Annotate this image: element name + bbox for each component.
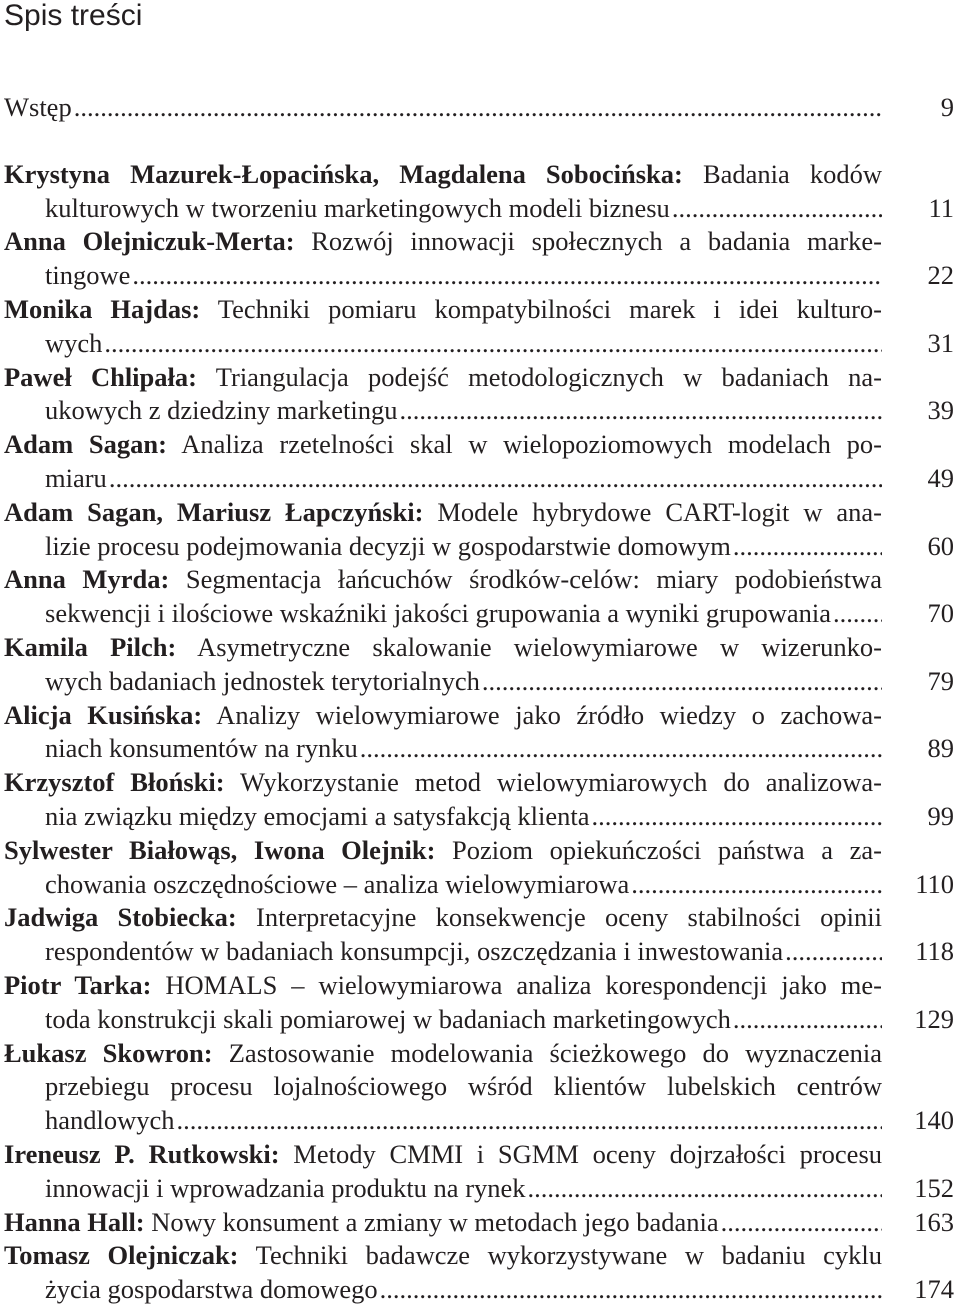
toc-entry-title-fragment: sekwencji i ilościowe wskaźniki jakości grupowania a wyniki grupowania bbox=[45, 598, 831, 629]
toc-entry-line-content bbox=[4, 835, 882, 865]
toc-entry-title-fragment: tingowe bbox=[45, 260, 131, 291]
toc-leader-dots bbox=[833, 597, 882, 631]
toc-leader-dots bbox=[177, 1104, 882, 1138]
toc-entry-title-fragment: HOMALS – wielowymiarowa analiza korespondencji jako me- bbox=[165, 969, 882, 1000]
toc-leader-dots bbox=[631, 868, 882, 902]
toc-entry-last-line bbox=[4, 530, 882, 564]
toc-entry[interactable] bbox=[4, 496, 956, 564]
toc-entry-author: Paweł Chlipała: bbox=[4, 361, 197, 392]
toc-entry-line-content bbox=[45, 597, 831, 631]
toc-entry-title-fragment: Triangulacja podejść metodologicznych w badaniach na- bbox=[215, 361, 882, 392]
toc-entry-text bbox=[4, 1206, 882, 1240]
toc-entry-line-content bbox=[4, 632, 882, 662]
toc-entry-line-content bbox=[4, 767, 882, 797]
toc-entry-author: Anna Myrda: bbox=[4, 564, 170, 595]
toc-entry-line-content bbox=[4, 497, 882, 527]
toc-entry-text bbox=[4, 1239, 882, 1307]
toc-entry-line-content bbox=[4, 91, 72, 125]
toc-entry-line bbox=[4, 563, 882, 597]
toc-entry-author: Ireneusz P. Rutkowski: bbox=[4, 1138, 280, 1169]
toc-entry-title-fragment: Zastosowanie modelowania ścieżkowego do wyznaczenia bbox=[228, 1037, 883, 1068]
toc-entry-line-content bbox=[45, 394, 397, 428]
toc-entry-text bbox=[4, 1138, 882, 1206]
toc-leader-dots bbox=[132, 259, 882, 293]
toc-entry-line-content bbox=[4, 1139, 882, 1169]
toc-leader-dots bbox=[592, 800, 883, 834]
toc-entry-text bbox=[4, 766, 882, 834]
toc-entry-last-line bbox=[4, 868, 882, 902]
toc-entry[interactable] bbox=[4, 1138, 956, 1206]
toc-entry-title-fragment: Techniki pomiaru kompatybilności marek i idei kulturo- bbox=[217, 293, 882, 324]
toc-entry-line bbox=[4, 766, 882, 800]
toc-entry-title-fragment: respondentów w badaniach konsumpcji, oszczędzania i inwestowania bbox=[45, 936, 784, 967]
toc-entry-line bbox=[4, 699, 882, 733]
toc-entry[interactable] bbox=[4, 361, 956, 429]
toc-leader-dots bbox=[733, 530, 882, 564]
toc-entry-line-content bbox=[45, 259, 130, 293]
toc-entry-last-line bbox=[4, 327, 882, 361]
toc-entry-title-fragment: Modele hybrydowe CART-logit w ana- bbox=[437, 496, 882, 527]
toc-page-number: 49 bbox=[927, 462, 954, 493]
toc-entry-line bbox=[4, 1037, 882, 1071]
toc-entry-title-fragment: ukowych z dziedziny marketingu bbox=[45, 395, 398, 426]
toc-entry-author: Tomasz Olejniczak: bbox=[4, 1240, 239, 1271]
toc-entry-last-line bbox=[4, 1104, 882, 1138]
toc-leader-dots bbox=[74, 91, 882, 125]
toc-page-number: 174 bbox=[914, 1274, 954, 1305]
toc-entry-line-content bbox=[4, 362, 882, 392]
toc-entry[interactable] bbox=[4, 766, 956, 834]
toc-entry-text bbox=[4, 969, 882, 1037]
toc-page-number: 9 bbox=[940, 92, 954, 122]
toc-entry[interactable] bbox=[4, 969, 956, 1037]
toc-entry-title-fragment: Wstęp bbox=[4, 92, 72, 122]
toc-entry[interactable] bbox=[4, 699, 956, 767]
toc-entry-title-fragment: Wykorzystanie metod wielowymiarowych do analizowa- bbox=[240, 767, 882, 798]
toc-entry-last-line bbox=[4, 800, 882, 834]
toc-entry-text bbox=[4, 1037, 882, 1138]
toc-entry[interactable] bbox=[4, 834, 956, 902]
toc-entry[interactable] bbox=[4, 1239, 956, 1307]
toc-entry-title-fragment: Interpretacyjne konsekwencje oceny stabilności opinii bbox=[256, 902, 882, 933]
toc-entry-line-content bbox=[4, 1206, 719, 1240]
toc-entry-line-content bbox=[45, 1172, 526, 1206]
toc-entry-line-content bbox=[45, 327, 102, 361]
toc-entry-text bbox=[4, 834, 882, 902]
toc-entry-author: Łukasz Skowron: bbox=[4, 1037, 213, 1068]
toc-entry-line-content bbox=[45, 1003, 731, 1037]
toc-entry-title-fragment: Asymetryczne skalowanie wielowymiarowe w wizerunko- bbox=[197, 631, 882, 662]
toc-entry-line bbox=[4, 631, 882, 665]
toc-entry-author: Piotr Tarka: bbox=[4, 969, 152, 1000]
toc-entry-author: Adam Sagan, Mariusz Łapczyński: bbox=[4, 496, 424, 527]
toc-entry-title-fragment: niach konsumentów na rynku bbox=[45, 733, 358, 764]
toc-entry-line-content bbox=[4, 159, 882, 189]
toc-entry-text bbox=[4, 563, 882, 631]
toc-entry-line bbox=[4, 428, 882, 462]
toc-entry-title-fragment: kulturowych w tworzeniu marketingowych modeli biznesu bbox=[45, 192, 670, 223]
toc-entry-line bbox=[4, 1138, 882, 1172]
toc-entry-title-fragment: Segmentacja łańcuchów środków-celów: miary podobieństwa bbox=[185, 564, 882, 595]
toc-page-number: 99 bbox=[927, 800, 954, 831]
toc-leader-dots bbox=[672, 192, 882, 226]
toc-entry[interactable] bbox=[4, 563, 956, 631]
toc-entry-title-fragment: wych bbox=[45, 327, 103, 358]
toc-entry-line-content bbox=[45, 800, 590, 834]
toc-entry-last-line bbox=[4, 935, 882, 969]
toc-page-number: 22 bbox=[927, 260, 954, 291]
toc-entry-author: Sylwester Białowąs, Iwona Olejnik: bbox=[4, 834, 436, 865]
toc-entry-last-line bbox=[4, 1003, 882, 1037]
toc-entry-line-content bbox=[45, 665, 480, 699]
toc-entry-title-fragment: toda konstrukcji skali pomiarowej w badaniach marketingowych bbox=[45, 1003, 731, 1034]
toc-entry-title-fragment: Analiza rzetelności skal w wielopoziomowych modelach po- bbox=[181, 429, 882, 460]
toc-entry-text bbox=[4, 91, 882, 125]
toc-page-number: 60 bbox=[927, 530, 954, 561]
toc-entry-text bbox=[4, 428, 882, 496]
toc-entry-line-content bbox=[4, 564, 882, 594]
toc-entry-last-line bbox=[4, 91, 882, 125]
toc-entry-text bbox=[4, 158, 882, 226]
toc-entry[interactable] bbox=[4, 428, 956, 496]
toc-entry-line-content bbox=[4, 429, 882, 459]
toc-entry-text bbox=[4, 631, 882, 699]
toc-entry[interactable] bbox=[4, 901, 956, 969]
toc-entry[interactable] bbox=[4, 631, 956, 699]
toc-entry-last-line bbox=[4, 597, 882, 631]
toc-entry-line-content bbox=[4, 1240, 882, 1270]
toc-entry-line-content bbox=[45, 1273, 378, 1307]
toc-page-number: 39 bbox=[927, 395, 954, 426]
toc-entry-line-content bbox=[45, 192, 670, 226]
toc-leader-dots bbox=[109, 462, 882, 496]
toc-entry-text bbox=[4, 361, 882, 429]
toc-entry-title-fragment: Rozwój innowacji społecznych a badania marke- bbox=[311, 226, 882, 257]
toc-page-number: 152 bbox=[914, 1172, 954, 1203]
toc-leader-dots bbox=[104, 327, 882, 361]
toc-leader-dots bbox=[360, 732, 882, 766]
toc-entry-author: Hanna Hall: bbox=[4, 1206, 145, 1237]
toc-leader-dots bbox=[482, 665, 882, 699]
toc-entry-line bbox=[4, 901, 882, 935]
toc-entry-title-fragment: Metody CMMI i SGMM oceny dojrzałości procesu bbox=[293, 1138, 883, 1169]
toc-entry-last-line bbox=[4, 1206, 882, 1240]
toc-entry-line-content bbox=[45, 1104, 175, 1138]
toc-entry-text bbox=[4, 901, 882, 969]
toc-entry-author: Jadwiga Stobiecka: bbox=[4, 902, 237, 933]
toc-entry-text bbox=[4, 293, 882, 361]
toc-leader-dots bbox=[399, 394, 882, 428]
toc-entry-last-line bbox=[4, 462, 882, 496]
toc-entry-author: Anna Olejniczuk-Merta: bbox=[4, 226, 295, 257]
toc-entry-last-line bbox=[4, 1172, 882, 1206]
toc-page-number: 129 bbox=[914, 1003, 954, 1034]
toc-entry-text bbox=[4, 225, 882, 293]
toc-entry-line-content bbox=[4, 294, 882, 324]
page-title: Spis treści bbox=[4, 0, 143, 32]
toc-entry-title-fragment: lizie procesu podejmowania decyzji w gospodarstwie domowym bbox=[45, 530, 731, 561]
toc-entry-last-line bbox=[4, 259, 882, 293]
toc-entry-last-line bbox=[4, 1273, 882, 1307]
toc-entry-line bbox=[4, 496, 882, 530]
toc-entry-line-content bbox=[4, 700, 882, 730]
toc-leader-dots bbox=[785, 935, 882, 969]
toc-entry[interactable] bbox=[4, 1037, 956, 1138]
toc-entry-title-fragment: nia związku między emocjami a satysfakcją klienta bbox=[45, 800, 590, 831]
toc-entry-last-line bbox=[4, 192, 882, 226]
toc-entry-line bbox=[4, 969, 882, 1003]
toc-entry-author: Adam Sagan: bbox=[4, 429, 167, 460]
toc-entry-title-fragment: Nowy konsument a zmiany w metodach jego badania bbox=[151, 1206, 719, 1237]
toc-entry[interactable] bbox=[4, 158, 956, 226]
toc-entry-line bbox=[4, 293, 882, 327]
toc-page-number: 140 bbox=[914, 1105, 954, 1136]
toc-entry-text bbox=[4, 496, 882, 564]
toc-entry-text bbox=[4, 699, 882, 767]
toc-page-number: 31 bbox=[927, 327, 954, 358]
toc-entry-line-content bbox=[4, 970, 882, 1000]
toc-entry-line-content bbox=[45, 1071, 882, 1101]
toc-entry-author: Alicja Kusińska: bbox=[4, 699, 203, 730]
toc-entry-line-content bbox=[45, 732, 358, 766]
toc-entry-title-fragment: miaru bbox=[45, 462, 107, 493]
toc-entry-line bbox=[4, 158, 882, 192]
toc-entry-line bbox=[4, 1070, 882, 1104]
toc-entry-line-content bbox=[4, 226, 882, 256]
toc-page-number: 79 bbox=[927, 665, 954, 696]
toc-entry-line-content bbox=[45, 530, 731, 564]
toc-entry-line bbox=[4, 361, 882, 395]
toc-entry[interactable] bbox=[4, 225, 956, 293]
toc-entry-title-fragment: Poziom opiekuńczości państwa a za- bbox=[452, 834, 883, 865]
toc-page-number: 163 bbox=[914, 1206, 954, 1237]
toc-leader-dots bbox=[380, 1273, 882, 1307]
toc-entry-title-fragment: przebiegu procesu lojalnościowego wśród klientów lubelskich centrów bbox=[45, 1071, 882, 1102]
toc-entry-line bbox=[4, 225, 882, 259]
toc-page-number: 110 bbox=[915, 868, 954, 899]
toc-entry-title-fragment: wych badaniach jednostek terytorialnych bbox=[45, 665, 480, 696]
toc-entry-author: Kamila Pilch: bbox=[4, 631, 177, 662]
toc-entry-line-content bbox=[4, 902, 882, 932]
toc-page-number: 118 bbox=[915, 936, 954, 967]
toc-leader-dots bbox=[721, 1206, 882, 1240]
toc-entry-title-fragment: życia gospodarstwa domowego bbox=[45, 1274, 378, 1305]
toc-entry[interactable] bbox=[4, 293, 956, 361]
toc-entry[interactable] bbox=[4, 91, 956, 125]
toc-entry-title-fragment: handlowych bbox=[45, 1105, 175, 1136]
toc-leader-dots bbox=[733, 1003, 882, 1037]
toc-entry-last-line bbox=[4, 665, 882, 699]
toc-entry[interactable] bbox=[4, 1206, 956, 1240]
toc-entry-line bbox=[4, 834, 882, 868]
toc-entry-title-fragment: Analizy wielowymiarowe jako źródło wiedzy o zachowa- bbox=[216, 699, 882, 730]
toc-entry-line-content bbox=[45, 868, 629, 902]
toc-entry-title-fragment: Badania kodów bbox=[702, 158, 882, 189]
toc-entry-author: Krzysztof Błoński: bbox=[4, 767, 225, 798]
toc-entry-title-fragment: chowania oszczędnościowe – analiza wielowymiarowa bbox=[45, 868, 630, 899]
toc-entry-line-content bbox=[4, 1038, 882, 1068]
toc-entry-title-fragment: Techniki badawcze wykorzystywane w badaniu cyklu bbox=[255, 1240, 882, 1271]
toc-entry-last-line bbox=[4, 732, 882, 766]
toc-page-number: 11 bbox=[928, 192, 954, 223]
toc-entry-author: Krystyna Mazurek-Łopacińska, Magdalena Sobocińska: bbox=[4, 158, 683, 189]
toc-page-number: 89 bbox=[927, 733, 954, 764]
toc-entry-title-fragment: innowacji i wprowadzania produktu na rynek bbox=[45, 1172, 526, 1203]
toc-entry-line-content bbox=[45, 935, 783, 969]
toc-page-number: 70 bbox=[927, 598, 954, 629]
toc-entry-author: Monika Hajdas: bbox=[4, 293, 201, 324]
toc-entry-line-content bbox=[45, 462, 107, 496]
toc-leader-dots bbox=[528, 1172, 882, 1206]
toc-entry-last-line bbox=[4, 394, 882, 428]
table-of-contents bbox=[4, 91, 956, 1307]
toc-entry-line bbox=[4, 1239, 882, 1273]
